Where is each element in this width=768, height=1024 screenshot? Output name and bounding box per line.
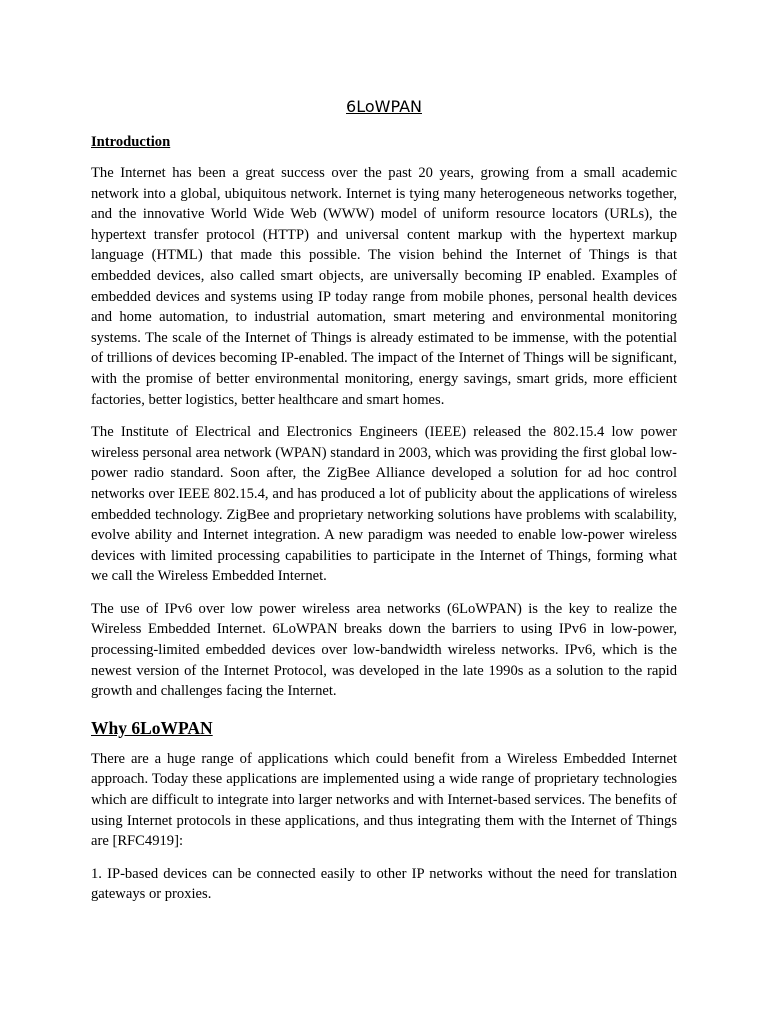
document-body [91, 96, 677, 917]
introduction-heading: Introduction [91, 134, 171, 150]
page-title: 6LoWPAN [346, 97, 422, 116]
intro-paragraph-3: The use of IPv6 over low power wireless area networks (6LoWPAN) is the key to realize the Wireless Embedded Internet. 6LoWPAN breaks down the barriers to using IPv6 in low-power, processing-limited embedded devices over low-bandwidth wireless networks. IPv6, which is the newest version of the Internet Protocol, was developed in the late 1990s as a solution to the rapid growth and challenges facing the Internet. [91, 600, 677, 700]
why-list-item-1: 1. IP-based devices can be connected easily to other IP networks without the need for translation gateways or proxies. [91, 865, 677, 903]
intro-paragraph-1: The Internet has been a great success over the past 20 years, growing from a small academic network into a global, ubiquitous network. Internet is tying many heterogeneous networks together, and the innovative World Wide Web (WWW) model of uniform resource locators (URLs), the hypertext transfer protocol (HTTP) and universal content markup with the hypertext markup language (HTML) that made this possible. The vision behind the Internet of Things is that embedded devices, also called smart objects, are universally becoming IP enabled. Examples of embedded devices and systems using IP today range from mobile phones, personal health devices and home automation, to industrial automation, smart metering and environmental monitoring systems. The scale of the Internet of Things is already estimated to be immense, with the potential of trillions of devices becoming IP-enabled. The impact of the Internet of Things will be significant, with the promise of better environmental monitoring, energy savings, smart grids, more efficient factories, better logistics, better healthcare and smart homes. [91, 165, 677, 408]
intro-paragraph-2: The Institute of Electrical and Electronics Engineers (IEEE) released the 802.15.4 low power wireless personal area network (WPAN) standard in 2003, which was providing the first global low-power radio standard. Soon after, the ZigBee Alliance developed a solution for ad hoc control networks over IEEE 802.15.4, and has produced a lot of publicity about the applications of wireless embedded technology. ZigBee and proprietary networking solutions have problems with scalability, evolve ability and Internet integration. A new paradigm was needed to enable low-power wireless devices with limited processing capabilities to participate in the Internet of Things, forming what we call the Wireless Embedded Internet. [91, 424, 677, 585]
why-paragraph-1: There are a huge range of applications which could benefit from a Wireless Embedded Internet approach. Today these applications are implemented using a wide range of proprietary technologies which are difficult to integrate into larger networks and with Internet-based services. The benefits of using Internet protocols in these applications, and thus integrating them with the Internet of Things are [RFC4919]: [91, 750, 677, 850]
why-6lowpan-heading: Why 6LoWPAN [91, 717, 213, 738]
